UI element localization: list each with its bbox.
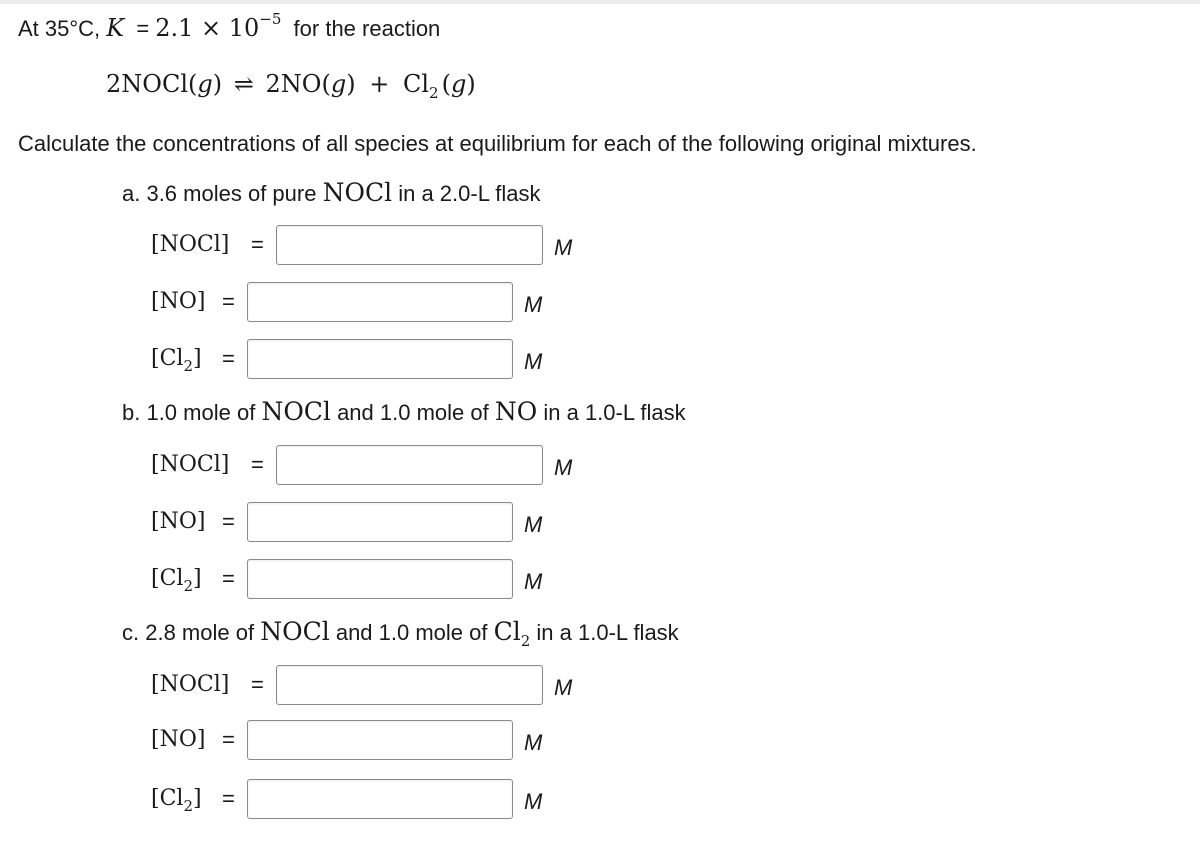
- molarity-unit: M: [554, 235, 573, 260]
- molarity-unit: M: [524, 569, 543, 594]
- part-b-nocl-input[interactable]: [276, 445, 543, 485]
- equals-sign: =: [222, 289, 235, 314]
- header-prefix: At 35°C,: [18, 16, 101, 41]
- product2-phase: g: [450, 70, 467, 98]
- product1-coef: 2: [265, 70, 281, 98]
- product2-open: (: [441, 70, 451, 98]
- part-c-no-row: [0, 720, 1200, 760]
- equals-sign: =: [251, 672, 264, 697]
- part-a-no-row: [0, 282, 1200, 322]
- molarity-unit: M: [524, 292, 543, 317]
- cl2-label: $[Cl_2]$: [151, 566, 202, 595]
- part-b-species2: NO: [494, 397, 538, 426]
- reactant-coef: 2: [106, 70, 122, 98]
- k-exponent: −5: [259, 10, 282, 28]
- part-a-nocl-row: [0, 225, 1200, 265]
- part-b-heading: [122, 397, 686, 426]
- part-c-species2: $Cl_2$: [493, 617, 531, 650]
- instruction-text: Calculate the concentrations of all species at equilibrium for each of the following original mixtures.: [18, 131, 977, 156]
- equals-sign: =: [222, 786, 235, 811]
- part-b-prefix: b. 1.0 mole of: [122, 400, 256, 425]
- header-line: [18, 10, 441, 42]
- part-c-suffix: in a 1.0-L flask: [536, 620, 679, 645]
- molarity-unit: M: [524, 730, 543, 755]
- molarity-unit: M: [524, 789, 543, 814]
- k-symbol: K: [106, 14, 125, 42]
- part-a-cl2-row: [0, 339, 1200, 379]
- part-b-no-row: [0, 502, 1200, 542]
- part-a-prefix: a. 3.6 moles of pure: [122, 181, 317, 206]
- no-label: [NO]: [151, 289, 206, 314]
- reactant: NOCl(: [121, 70, 198, 98]
- no-label: [NO]: [151, 509, 206, 534]
- nocl-label: [NOCl]: [151, 672, 230, 697]
- reactant-phase: g: [197, 70, 213, 98]
- part-a-no-input[interactable]: [247, 282, 513, 322]
- k-mantissa: 2.1 × 10: [155, 14, 260, 42]
- equals-sign: =: [222, 509, 235, 534]
- part-a-species1: NOCl: [322, 178, 393, 207]
- part-c-species1: NOCl: [260, 617, 330, 646]
- part-c-nocl-row: [0, 665, 1200, 705]
- part-c-nocl-input[interactable]: [276, 665, 543, 705]
- part-c-heading: [122, 617, 679, 650]
- nocl-label: [NOCl]: [151, 232, 230, 257]
- k-equals: =: [136, 16, 150, 41]
- part-c-cl2-input[interactable]: [247, 779, 513, 819]
- product1-phase: g: [330, 70, 347, 98]
- part-a-middle: in a 2.0-L flask: [398, 181, 541, 206]
- part-b-species1: NOCl: [261, 397, 331, 426]
- cl2-label: $[Cl_2]$: [151, 786, 202, 815]
- equals-sign: =: [222, 346, 235, 371]
- part-b-no-input[interactable]: [247, 502, 513, 542]
- part-c-no-input[interactable]: [247, 720, 513, 760]
- equals-sign: =: [251, 232, 264, 257]
- top-border: [0, 0, 1200, 4]
- part-a-cl2-input[interactable]: [247, 339, 513, 379]
- plus-sign: +: [369, 70, 390, 98]
- product1: NO(: [280, 70, 331, 98]
- equilibrium-arrow-icon: ⇌: [233, 70, 254, 98]
- equals-sign: =: [222, 727, 235, 752]
- molarity-unit: M: [554, 675, 573, 700]
- part-b-middle: and 1.0 mole of: [337, 400, 489, 425]
- nocl-label: [NOCl]: [151, 452, 230, 477]
- reaction-equation: [106, 70, 476, 102]
- part-b-suffix: in a 1.0-L flask: [543, 400, 686, 425]
- part-a-heading: [122, 178, 540, 207]
- part-a-nocl-input[interactable]: [276, 225, 543, 265]
- no-label: [NO]: [151, 727, 206, 752]
- part-c-middle: and 1.0 mole of: [335, 620, 488, 645]
- header-suffix: for the reaction: [293, 16, 441, 41]
- product2-close: ): [466, 70, 476, 98]
- product2: Cl: [402, 70, 430, 98]
- equals-sign: =: [222, 566, 235, 591]
- part-c-prefix: c. 2.8 mole of: [122, 620, 255, 645]
- cl2-label: $[Cl_2]$: [151, 346, 202, 375]
- molarity-unit: M: [524, 512, 543, 537]
- reactant-close: ): [212, 70, 223, 98]
- part-b-cl2-input[interactable]: [247, 559, 513, 599]
- part-b-nocl-row: [0, 445, 1200, 485]
- product2-sub: 2: [429, 84, 439, 102]
- part-b-cl2-row: [0, 559, 1200, 599]
- molarity-unit: M: [524, 349, 543, 374]
- part-c-cl2-row: [0, 779, 1200, 819]
- molarity-unit: M: [554, 455, 573, 480]
- product1-close: ): [346, 70, 356, 98]
- equals-sign: =: [251, 452, 264, 477]
